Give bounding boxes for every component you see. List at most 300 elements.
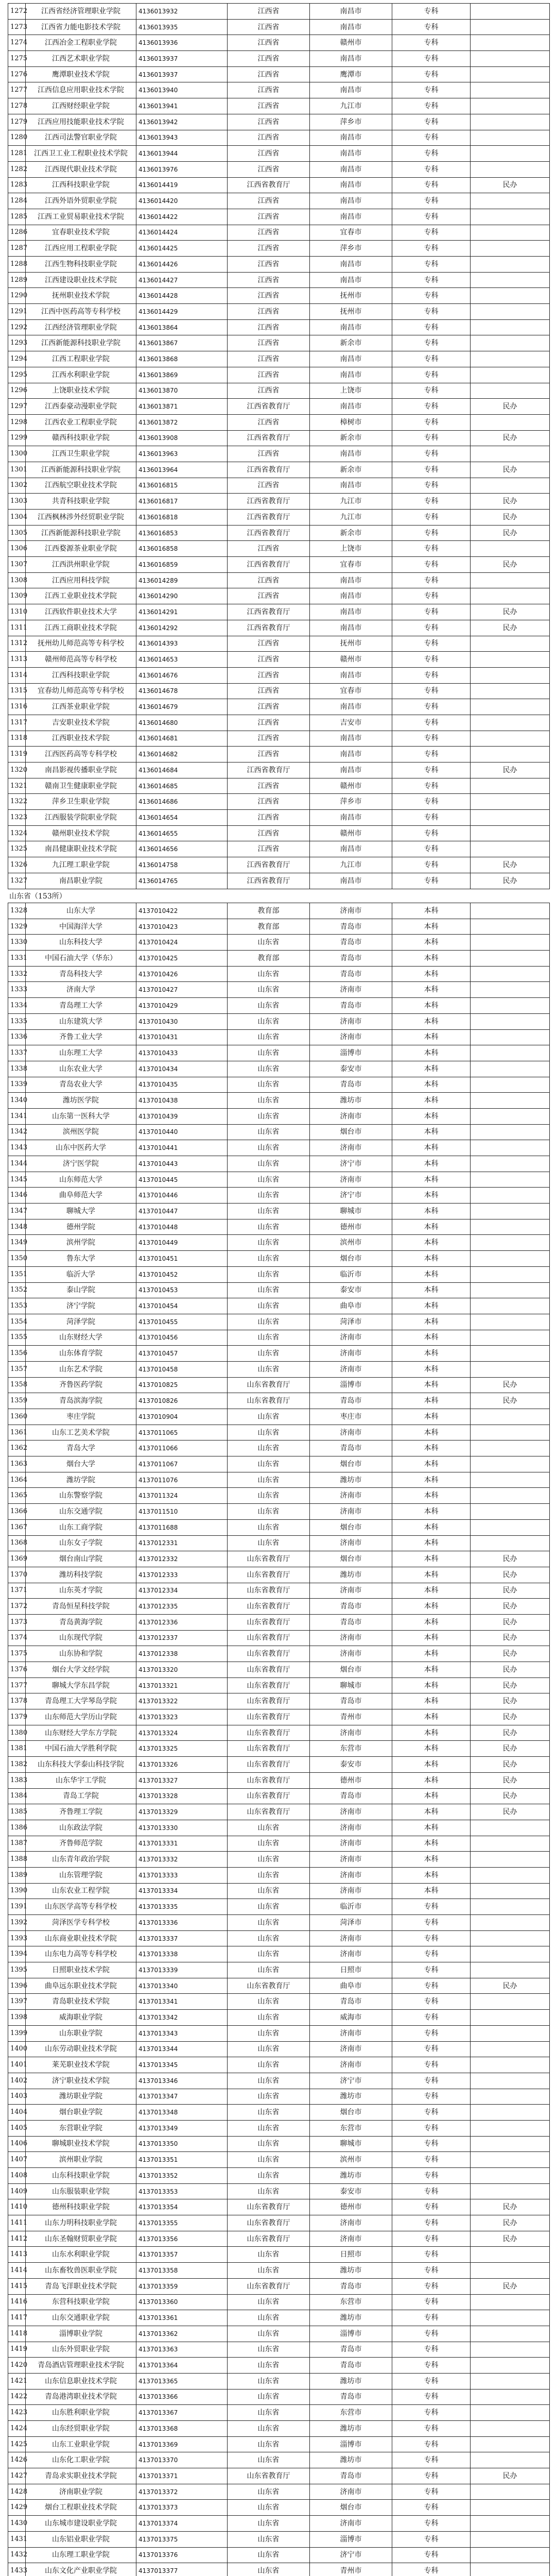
cell-level: 本科 [392,1061,471,1077]
cell-level: 专科 [392,604,471,620]
table-row [8,66,550,82]
cell-remark [471,2310,550,2326]
cell-name: 济宁职业技术学院 [26,2073,136,2089]
cell-name: 江西工程职业学院 [26,351,136,367]
cell-level: 本科 [392,1583,471,1599]
cell-code: 4137013334 [136,1883,228,1899]
cell-remark [471,998,550,1014]
cell-code: 4137013353 [136,2183,228,2199]
cell-dept: 江西省 [228,383,310,399]
cell-dept: 江西省 [228,146,310,162]
cell-code: 4136013908 [136,430,228,446]
table-row [8,604,550,620]
cell-level: 专科 [392,257,471,273]
cell-seq: 1423 [8,2405,26,2421]
cell-loc: 南昌市 [310,146,392,162]
cell-dept: 江西省 [228,794,310,810]
cell-code: 4136013870 [136,383,228,399]
cell-dept: 山东省教育厅 [228,1599,310,1615]
cell-code: 4136014426 [136,257,228,273]
cell-seq: 1293 [8,335,26,351]
cell-dept: 山东省 [228,2152,310,2168]
cell-code: 4137013320 [136,1662,228,1678]
cell-loc: 南昌市 [310,762,392,778]
cell-loc: 济南市 [310,2025,392,2041]
cell-seq: 1361 [8,1425,26,1440]
table-row [8,825,550,841]
table-row [8,2057,550,2073]
table-row [8,494,550,510]
cell-remark [471,2025,550,2041]
table-row [8,2436,550,2452]
cell-level: 本科 [392,1599,471,1615]
cell-name: 山东外贸职业学院 [26,2342,136,2358]
cell-dept: 江西省 [228,51,310,67]
cell-code: 4137013321 [136,1677,228,1693]
table-row [8,130,550,146]
cell-name: 山东畜牧兽医职业学院 [26,2263,136,2279]
table-row [8,2358,550,2374]
cell-seq: 1417 [8,2310,26,2326]
cell-remark [471,272,550,288]
cell-remark [471,1867,550,1883]
cell-remark [471,114,550,130]
table-row [8,446,550,462]
cell-level: 专科 [392,1930,471,1946]
cell-remark [471,446,550,462]
cell-level: 本科 [392,1077,471,1093]
cell-remark [471,35,550,51]
cell-name: 山东铝业职业学院 [26,2531,136,2547]
table-row [8,257,550,273]
cell-level: 专科 [392,225,471,241]
cell-level: 本科 [392,1393,471,1409]
cell-name: 山东信息职业技术学院 [26,2373,136,2389]
cell-name: 山东力明科技职业学院 [26,2215,136,2231]
cell-name: 聊城大学 [26,1204,136,1219]
cell-dept: 山东省 [228,1204,310,1219]
cell-level: 本科 [392,1140,471,1156]
table-row [8,794,550,810]
cell-code: 4137013359 [136,2278,228,2294]
table-row [8,715,550,731]
cell-level: 本科 [392,1440,471,1456]
cell-dept: 山东省 [228,1156,310,1172]
cell-seq: 1304 [8,510,26,526]
cell-seq: 1352 [8,1282,26,1298]
cell-remark [471,66,550,82]
cell-loc: 青岛市 [310,919,392,935]
cell-loc: 青岛市 [310,1994,392,2010]
cell-remark [471,335,550,351]
table-row [8,2326,550,2342]
cell-dept: 江西省 [228,257,310,273]
cell-seq: 1345 [8,1172,26,1188]
cell-loc: 济南市 [310,1930,392,1946]
cell-dept: 江西省 [228,478,310,494]
cell-seq: 1413 [8,2247,26,2263]
cell-seq: 1371 [8,1583,26,1599]
table-row [8,1741,550,1757]
cell-remark [471,778,550,794]
cell-seq: 1401 [8,2057,26,2073]
cell-remark [471,1077,550,1093]
cell-dept: 山东省 [228,1251,310,1267]
cell-code: 4136013963 [136,446,228,462]
cell-seq: 1279 [8,114,26,130]
table-row [8,1504,550,1520]
cell-name: 齐鲁理工学院 [26,1804,136,1820]
cell-name: 山东建筑大学 [26,1013,136,1029]
cell-remark [471,1994,550,2010]
table-row [8,2468,550,2484]
cell-seq: 1278 [8,98,26,114]
cell-dept: 江西省 [228,588,310,604]
cell-loc: 淄博市 [310,2326,392,2342]
cell-seq: 1297 [8,399,26,415]
cell-loc: 抚州市 [310,304,392,320]
cell-loc: 南昌市 [310,841,392,857]
cell-loc: 济南市 [310,1013,392,1029]
cell-loc: 南昌市 [310,319,392,335]
cell-name: 山东艺术学院 [26,1361,136,1377]
cell-loc: 上饶市 [310,541,392,557]
cell-code: 4136016815 [136,478,228,494]
cell-dept: 江西省教育厅 [228,494,310,510]
cell-seq: 1314 [8,667,26,683]
cell-level: 本科 [392,1820,471,1836]
cell-seq: 1326 [8,857,26,873]
table-row [8,2231,550,2247]
cell-loc: 南昌市 [310,572,392,588]
table-row [8,1788,550,1804]
cell-dept: 山东省教育厅 [228,1393,310,1409]
cell-name: 济宁学院 [26,1298,136,1314]
cell-code: 4136013944 [136,146,228,162]
cell-level: 专科 [392,2484,471,2500]
cell-loc: 泰安市 [310,1757,392,1773]
cell-remark [471,903,550,919]
cell-dept: 江西省 [228,4,310,20]
cell-name: 山东中医药大学 [26,1140,136,1156]
cell-loc: 临沂市 [310,1899,392,1915]
cell-level: 本科 [392,1772,471,1788]
cell-level: 本科 [392,1836,471,1852]
cell-level: 专科 [392,2389,471,2405]
table-row [8,478,550,494]
cell-remark [471,982,550,998]
cell-dept: 江西省 [228,414,310,430]
cell-remark [471,2484,550,2500]
cell-name: 青岛黄海学院 [26,1614,136,1630]
cell-loc: 吉安市 [310,715,392,731]
table-row [8,1188,550,1204]
cell-name: 鲁东大学 [26,1251,136,1267]
cell-remark [471,2294,550,2310]
cell-seq: 1402 [8,2073,26,2089]
table-row [8,383,550,399]
cell-seq: 1400 [8,2041,26,2057]
cell-name: 德州学院 [26,1219,136,1235]
cell-dept: 江西省 [228,304,310,320]
cell-remark [471,1820,550,1836]
table-row [8,1093,550,1109]
cell-dept: 江西省 [228,272,310,288]
cell-level: 本科 [392,998,471,1014]
cell-loc: 济南市 [310,1488,392,1504]
cell-dept: 山东省 [228,2025,310,2041]
cell-seq: 1312 [8,636,26,652]
cell-level: 专科 [392,2405,471,2421]
cell-remark [471,715,550,731]
cell-remark [471,652,550,668]
cell-code: 4137010445 [136,1172,228,1188]
cell-code: 4137010455 [136,1314,228,1330]
cell-name: 南昌影视传播职业学院 [26,762,136,778]
table-row [8,951,550,967]
cell-loc: 济南市 [310,1330,392,1346]
cell-seq: 1392 [8,1915,26,1931]
cell-dept: 江西省 [228,66,310,82]
table-row [8,2041,550,2057]
cell-level: 专科 [392,2089,471,2105]
cell-level: 本科 [392,1013,471,1029]
cell-dept: 山东省 [228,2421,310,2437]
cell-level: 专科 [392,572,471,588]
cell-dept: 江西省教育厅 [228,462,310,478]
cell-name: 山东医学高等专科学校 [26,1899,136,1915]
cell-level: 专科 [392,747,471,762]
cell-remark [471,1883,550,1899]
cell-remark [471,1156,550,1172]
cell-dept: 山东省教育厅 [228,1567,310,1583]
cell-level: 专科 [392,2531,471,2547]
table-row [8,1029,550,1045]
cell-level: 专科 [392,2468,471,2484]
cell-loc: 烟台市 [310,1251,392,1267]
cell-code: 4137011510 [136,1504,228,1520]
cell-seq: 1379 [8,1709,26,1725]
cell-name: 曲阜远东职业技术学院 [26,1978,136,1994]
cell-dept: 江西省 [228,130,310,146]
cell-name: 青岛工学院 [26,1788,136,1804]
cell-seq: 1322 [8,794,26,810]
cell-level: 专科 [392,1978,471,1994]
cell-loc: 南昌市 [310,620,392,636]
table-row [8,2025,550,2041]
cell-seq: 1363 [8,1456,26,1472]
cell-loc: 南昌市 [310,810,392,826]
cell-level: 本科 [392,982,471,998]
cell-remark [471,2373,550,2389]
cell-remark [471,383,550,399]
cell-name: 共青科技职业学院 [26,494,136,510]
cell-remark: 民办 [471,873,550,889]
cell-loc: 南昌市 [310,193,392,209]
cell-name: 江西工商职业技术学院 [26,620,136,636]
cell-level: 本科 [392,1361,471,1377]
cell-loc: 南昌市 [310,19,392,35]
cell-code: 4137010435 [136,1077,228,1093]
table-row [8,2136,550,2152]
cell-loc: 聊城市 [310,1677,392,1693]
cell-name: 山东交通学院 [26,1504,136,1520]
cell-seq: 1359 [8,1393,26,1409]
cell-remark [471,683,550,699]
cell-loc: 德州市 [310,1772,392,1788]
cell-level: 本科 [392,1709,471,1725]
cell-dept: 山东省 [228,2057,310,2073]
cell-dept: 山东省 [228,1346,310,1362]
cell-dept: 山东省教育厅 [228,2278,310,2294]
cell-name: 山东经贸职业学院 [26,2421,136,2437]
cell-code: 4136014684 [136,762,228,778]
cell-dept: 山东省 [228,1852,310,1868]
cell-loc: 济南市 [310,982,392,998]
cell-remark: 民办 [471,2278,550,2294]
cell-level: 专科 [392,66,471,82]
cell-code: 4137013342 [136,2010,228,2026]
cell-seq: 1287 [8,241,26,257]
cell-code: 4136014289 [136,572,228,588]
cell-level: 本科 [392,1204,471,1219]
cell-seq: 1383 [8,1772,26,1788]
table-row [8,2421,550,2437]
cell-name: 江西信息应用职业技术学院 [26,82,136,98]
cell-level: 本科 [392,1093,471,1109]
cell-code: 4136014679 [136,699,228,715]
table-row [8,1630,550,1646]
cell-remark [471,2547,550,2563]
cell-seq: 1384 [8,1788,26,1804]
table-row [8,747,550,762]
cell-code: 4137010425 [136,951,228,967]
cell-dept: 江西省教育厅 [228,762,310,778]
cell-level: 专科 [392,1915,471,1931]
cell-dept: 山东省 [228,2500,310,2516]
table-row [8,1867,550,1883]
cell-code: 4137011688 [136,1519,228,1535]
cell-loc: 赣州市 [310,778,392,794]
table-row [8,1409,550,1425]
cell-remark [471,1519,550,1535]
cell-loc: 济宁市 [310,1156,392,1172]
cell-dept: 山东省 [228,1456,310,1472]
cell-remark [471,2168,550,2184]
cell-level: 专科 [392,794,471,810]
cell-code: 4137011065 [136,1425,228,1440]
cell-level: 本科 [392,966,471,982]
cell-remark [471,2073,550,2089]
cell-level: 专科 [392,319,471,335]
cell-level: 专科 [392,2421,471,2437]
cell-seq: 1365 [8,1488,26,1504]
cell-name: 山东圣翰财贸职业学院 [26,2231,136,2247]
cell-level: 专科 [392,2057,471,2073]
cell-dept: 山东省教育厅 [228,1614,310,1630]
table-row [8,762,550,778]
cell-dept: 山东省 [228,1488,310,1504]
cell-remark [471,351,550,367]
cell-loc: 南昌市 [310,51,392,67]
cell-remark [471,1140,550,1156]
cell-level: 专科 [392,51,471,67]
cell-dept: 山东省 [228,2405,310,2421]
cell-code: 4136014685 [136,778,228,794]
cell-remark [471,966,550,982]
cell-name: 山东胜利职业学院 [26,2405,136,2421]
cell-name: 江西应用工程职业学院 [26,241,136,257]
cell-seq: 1316 [8,699,26,715]
cell-remark: 民办 [471,430,550,446]
cell-code: 4137013348 [136,2105,228,2121]
cell-loc: 南昌市 [310,731,392,747]
cell-code: 4137013364 [136,2358,228,2374]
cell-remark [471,304,550,320]
cell-name: 江西经济管理职业学院 [26,319,136,335]
cell-name: 江西应用科技学院 [26,572,136,588]
cell-code: 4137013339 [136,1962,228,1978]
cell-code: 4136016858 [136,541,228,557]
cell-code: 4137010434 [136,1061,228,1077]
table-row [8,1472,550,1488]
cell-seq: 1342 [8,1124,26,1140]
cell-dept: 山东省教育厅 [228,1646,310,1662]
table-row [8,2105,550,2121]
cell-dept: 山东省教育厅 [228,2215,310,2231]
cell-dept: 江西省 [228,114,310,130]
cell-loc: 济宁市 [310,1188,392,1204]
table-row [8,2010,550,2026]
cell-level: 本科 [392,1045,471,1061]
cell-loc: 东营市 [310,2405,392,2421]
cell-loc: 南昌市 [310,130,392,146]
table-row [8,1519,550,1535]
cell-dept: 山东省教育厅 [228,1788,310,1804]
cell-remark: 民办 [471,1677,550,1693]
cell-seq: 1328 [8,903,26,919]
cell-code: 4137010426 [136,966,228,982]
cell-level: 本科 [392,1519,471,1535]
cell-dept: 山东省 [228,1361,310,1377]
table-row [8,304,550,320]
cell-loc: 青岛市 [310,935,392,951]
table-row [8,1614,550,1630]
cell-loc: 济南市 [310,1535,392,1551]
cell-dept: 山东省 [228,1172,310,1188]
table-row [8,2263,550,2279]
cell-seq: 1272 [8,4,26,20]
cell-name: 山东体育学院 [26,1346,136,1362]
cell-code: 4137013373 [136,2500,228,2516]
cell-dept: 江西省 [228,241,310,257]
cell-remark: 民办 [471,1978,550,1994]
cell-code: 4137010427 [136,982,228,998]
cell-seq: 1405 [8,2120,26,2136]
cell-loc: 青岛市 [310,2342,392,2358]
table-row [8,82,550,98]
cell-dept: 山东省 [228,1330,310,1346]
table-row [8,288,550,304]
table-row [8,1077,550,1093]
cell-dept: 山东省 [228,2120,310,2136]
cell-name: 中国石油大学（华东） [26,951,136,967]
cell-code: 4137010433 [136,1045,228,1061]
cell-remark [471,1093,550,1109]
cell-remark [471,541,550,557]
cell-dept: 山东省 [228,1504,310,1520]
cell-level: 专科 [392,778,471,794]
